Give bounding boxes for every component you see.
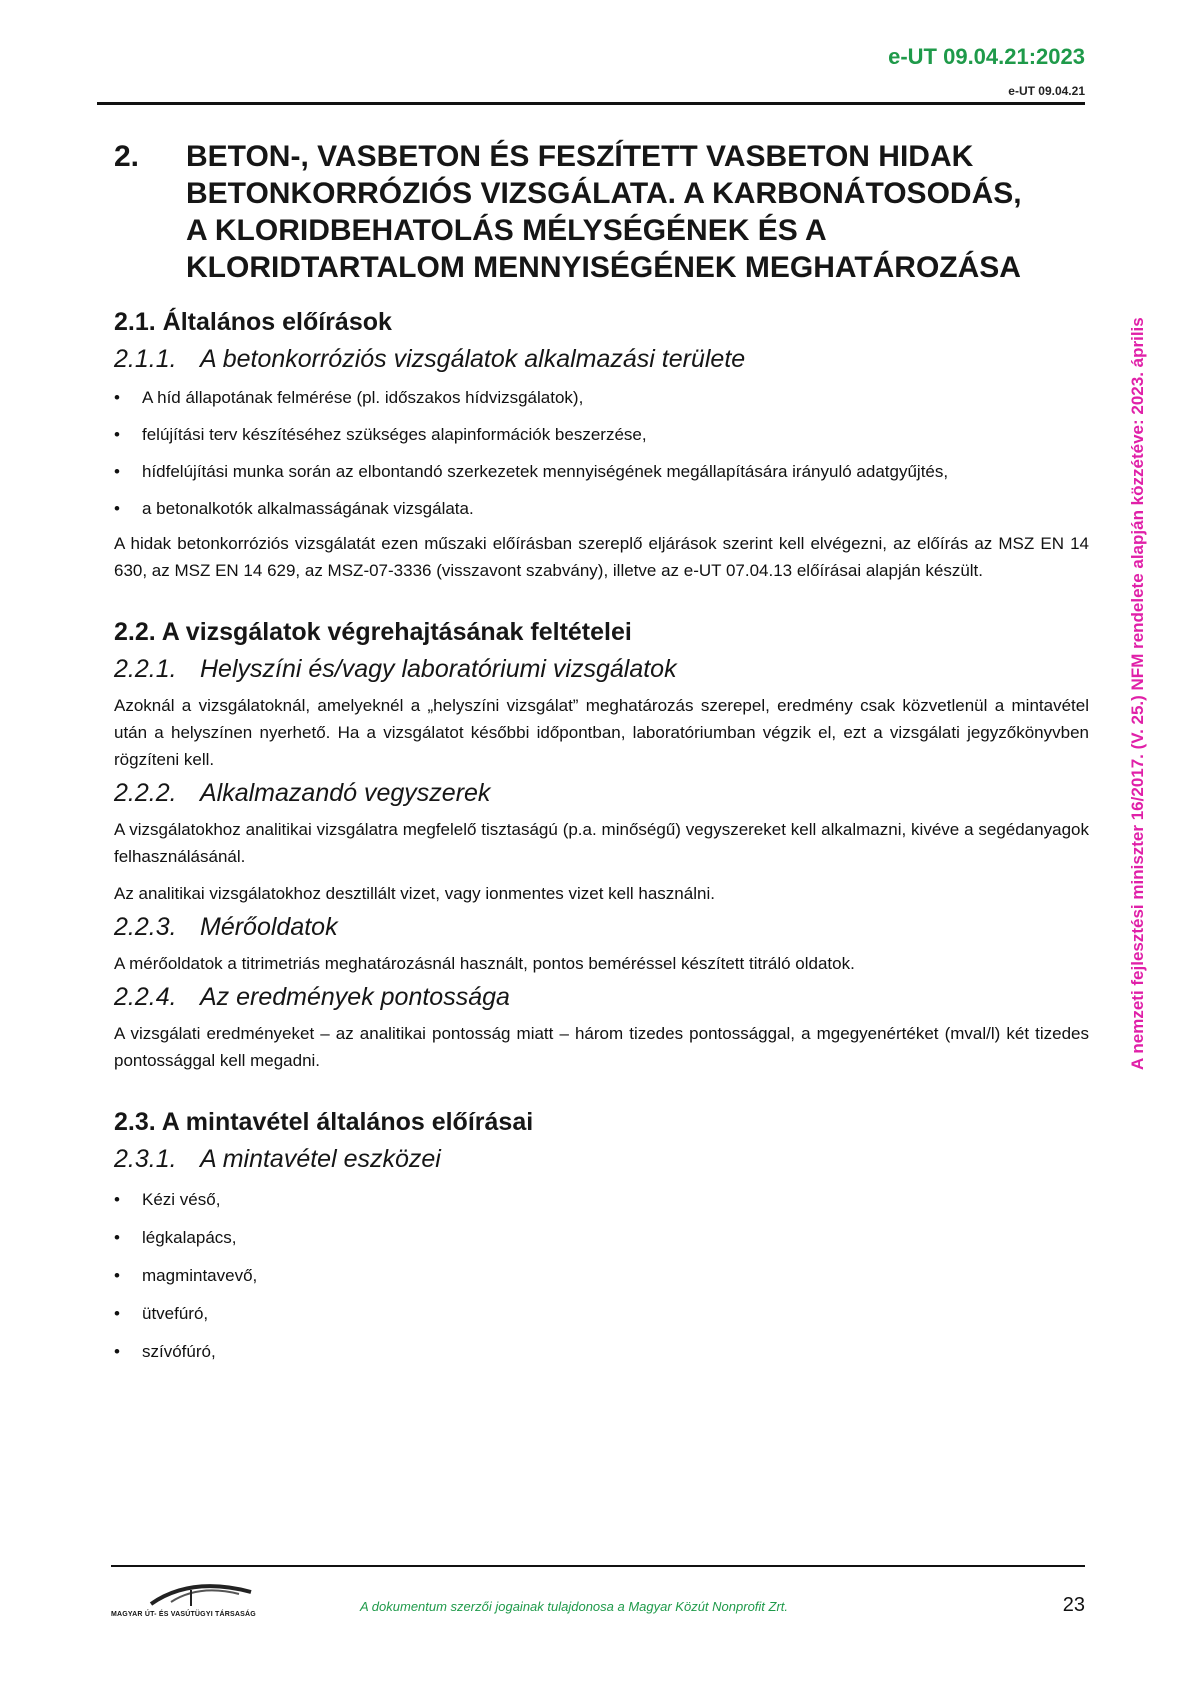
side-publication-note: A nemzeti fejlesztési miniszter 16/2017. (V. 25.) NFM rendelete alapján közzétéve: 2023. április <box>1128 317 1147 1070</box>
subsection-title: Az eredmények pontossága <box>200 983 510 1011</box>
subsection-number: 2.2.1. <box>114 655 177 683</box>
scope-list <box>114 384 1089 522</box>
subsection-title: Helyszíni és/vagy laboratóriumi vizsgálatok <box>200 655 677 683</box>
subsection-title: Alkalmazandó vegyszerek <box>200 779 491 807</box>
bullet-icon: • <box>114 1190 120 1209</box>
bullet-icon: • <box>114 462 120 481</box>
bullet-icon: • <box>114 388 120 407</box>
paragraph: A vizsgálatokhoz analitikai vizsgálatra megfelelő tisztaságú (p.a. minőségű) vegyszereket kell alkalmazni, kivéve a segédanyagok felhasználásánál. <box>114 820 1089 866</box>
list-item-text: a betonalkotók alkalmasságának vizsgálata. <box>142 499 474 518</box>
chapter-heading <box>114 138 1089 286</box>
section-heading-2-3: 2.3. A mintavétel általános előírásai <box>114 1108 534 1136</box>
bullet-icon: • <box>114 1266 120 1285</box>
list-item <box>114 1186 1089 1213</box>
paragraph: A vizsgálati eredményeket – az analitikai pontosság miatt – három tizedes pontossággal, a mgegyenértéket (mval/l) két tizedes pontossággal kell megadni. <box>114 1024 1089 1070</box>
copyright-notice: A dokumentum szerzői jogainak tulajdonosa a Magyar Közút Nonprofit Zrt. <box>360 1599 789 1614</box>
list-item-text: A híd állapotának felmérése (pl. időszakos hídvizsgálatok), <box>142 388 584 407</box>
chapter-title-line: BETON-, VASBETON ÉS FESZÍTETT VASBETON HIDAK <box>186 140 974 173</box>
subsection-heading-2-2-2 <box>114 779 1089 808</box>
list-item <box>114 1224 1089 1251</box>
tools-list <box>114 1186 1089 1365</box>
list-item <box>114 1300 1089 1327</box>
subsection-number: 2.1.1. <box>114 345 177 373</box>
list-item-text: légkalapács, <box>142 1228 237 1247</box>
subsection-heading-2-1-1 <box>114 345 1089 374</box>
paragraph: A mérőoldatok a titrimetriás meghatározásnál használt, pontos beméréssel készített titráló oldatok. <box>114 954 855 973</box>
chapter-title-line: BETONKORRÓZIÓS VIZSGÁLATA. A KARBONÁTOSODÁS, <box>186 177 1022 210</box>
list-item-text: Kézi véső, <box>142 1190 221 1209</box>
paragraph: Azoknál a vizsgálatoknál, amelyeknél a „helyszíni vizsgálat” meghatározás szerepel, eredmény csak közvetlenül a mintavétel után a helyszínen nyerhető. Ha a vizsgálatot későbbi időpontban, laboratóriumban végzik el, ezt a vizsgálati jegyzőkönyvben rögzíteni kell. <box>114 696 1089 769</box>
chapter-number: 2. <box>114 140 140 173</box>
list-item <box>114 458 1089 485</box>
bullet-icon: • <box>114 425 120 444</box>
publisher-logo <box>111 1578 273 1618</box>
document-code-small: e-UT 09.04.21 <box>1008 84 1085 98</box>
list-item <box>114 1338 1089 1365</box>
list-item-text: hídfelújítási munka során az elbontandó szerkezetek mennyiségének megállapítására irányuló adatgyűjtés, <box>142 462 949 481</box>
list-item-text: magmintavevő, <box>142 1266 258 1285</box>
subsection-number: 2.2.3. <box>114 913 177 941</box>
list-item-text: ütvefúró, <box>142 1304 209 1323</box>
header-rule <box>97 102 1085 105</box>
subsection-title: A betonkorróziós vizsgálatok alkalmazási területe <box>200 345 746 373</box>
list-item <box>114 1262 1089 1289</box>
section-heading-2-1: 2.1. Általános előírások <box>114 308 392 336</box>
subsection-heading-2-2-4 <box>114 983 1089 1012</box>
bullet-icon: • <box>114 1304 120 1323</box>
page-number: 23 <box>1062 1594 1085 1616</box>
section-heading-2-2: 2.2. A vizsgálatok végrehajtásának feltételei <box>114 618 632 646</box>
list-item-text: szívófúró, <box>142 1342 216 1361</box>
document-code: e-UT 09.04.21:2023 <box>888 44 1085 69</box>
list-item <box>114 421 1089 448</box>
subsection-title: Mérőoldatok <box>200 913 338 941</box>
bullet-icon: • <box>114 1342 120 1361</box>
chapter-title-line: A KLORIDBEHATOLÁS MÉLYSÉGÉNEK ÉS A <box>186 214 827 247</box>
page-content <box>114 138 1089 1365</box>
bridge-logo-icon <box>111 1578 273 1608</box>
subsection-heading-2-3-1 <box>114 1145 1089 1174</box>
footer-rule <box>111 1565 1085 1567</box>
subsection-heading-2-2-3 <box>114 913 1089 942</box>
subsection-number: 2.2.4. <box>114 983 177 1011</box>
chapter-title <box>186 138 1022 286</box>
logo-text: MAGYAR ÚT- ÉS VASÚTÜGYI TÁRSASÁG <box>111 1611 256 1618</box>
list-item-text: felújítási terv készítéséhez szükséges alapinformációk beszerzése, <box>142 425 647 444</box>
chapter-title-line: KLORIDTARTALOM MENNYISÉGÉNEK MEGHATÁROZÁSA <box>186 251 1021 284</box>
bullet-icon: • <box>114 1228 120 1247</box>
subsection-number: 2.3.1. <box>114 1145 177 1173</box>
paragraph: A hidak betonkorróziós vizsgálatát ezen műszaki előírásban szereplő eljárások szerint kell elvégezni, az előírás az MSZ EN 14 630, az MSZ EN 14 629, az MSZ-07-3336 (visszavont szabvány), illetve az e-UT 07.04.13 előírásai alapján készült. <box>114 534 1089 580</box>
subsection-title: A mintavétel eszközei <box>200 1145 441 1173</box>
subsection-number: 2.2.2. <box>114 779 177 807</box>
subsection-heading-2-2-1 <box>114 655 1089 684</box>
bullet-icon: • <box>114 499 120 518</box>
list-item <box>114 384 1089 411</box>
paragraph: Az analitikai vizsgálatokhoz desztillált vizet, vagy ionmentes vizet kell használni. <box>114 884 715 903</box>
list-item <box>114 495 1089 522</box>
